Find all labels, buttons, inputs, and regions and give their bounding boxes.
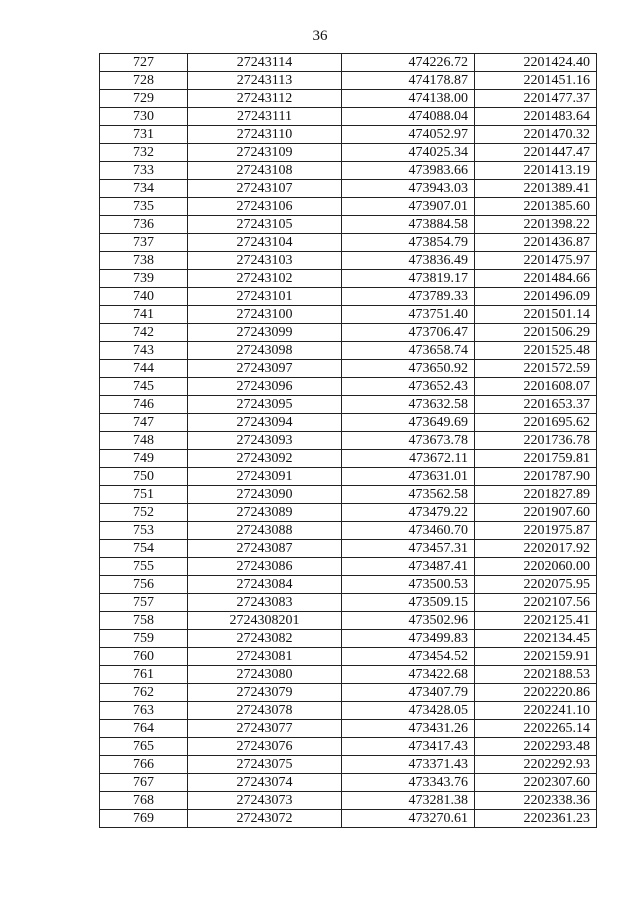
point-code-cell: 27243080 [188, 666, 342, 684]
y-coordinate-cell: 2202159.91 [475, 648, 597, 666]
x-coordinate-cell: 473658.74 [342, 342, 475, 360]
x-coordinate-cell: 474138.00 [342, 90, 475, 108]
point-code-cell: 27243091 [188, 468, 342, 486]
page-number: 36 [312, 28, 328, 44]
row-number-cell: 734 [100, 180, 188, 198]
x-coordinate-cell: 473751.40 [342, 306, 475, 324]
table-row [100, 756, 597, 774]
y-coordinate-cell: 2201483.64 [475, 108, 597, 126]
point-code-cell: 27243110 [188, 126, 342, 144]
x-coordinate-cell: 473943.03 [342, 180, 475, 198]
point-code-cell: 27243113 [188, 72, 342, 90]
y-coordinate-cell: 2201759.81 [475, 450, 597, 468]
point-code-cell: 2724308201 [188, 612, 342, 630]
table-row [100, 720, 597, 738]
y-coordinate-cell: 2201451.16 [475, 72, 597, 90]
x-coordinate-cell: 473836.49 [342, 252, 475, 270]
x-coordinate-cell: 474088.04 [342, 108, 475, 126]
row-number-cell: 767 [100, 774, 188, 792]
row-number-cell: 762 [100, 684, 188, 702]
table-row [100, 432, 597, 450]
x-coordinate-cell: 473407.79 [342, 684, 475, 702]
row-number-cell: 733 [100, 162, 188, 180]
row-number-cell: 749 [100, 450, 188, 468]
point-code-cell: 27243078 [188, 702, 342, 720]
table-row [100, 594, 597, 612]
row-number-cell: 730 [100, 108, 188, 126]
point-code-cell: 27243072 [188, 810, 342, 828]
point-code-cell: 27243109 [188, 144, 342, 162]
point-code-cell: 27243077 [188, 720, 342, 738]
x-coordinate-cell: 473428.05 [342, 702, 475, 720]
table-row [100, 108, 597, 126]
row-number-cell: 746 [100, 396, 188, 414]
x-coordinate-cell: 474178.87 [342, 72, 475, 90]
point-code-cell: 27243089 [188, 504, 342, 522]
x-coordinate-cell: 473457.31 [342, 540, 475, 558]
y-coordinate-cell: 2201385.60 [475, 198, 597, 216]
x-coordinate-cell: 473502.96 [342, 612, 475, 630]
table-row [100, 630, 597, 648]
y-coordinate-cell: 2202307.60 [475, 774, 597, 792]
table-row [100, 810, 597, 828]
table-row [100, 270, 597, 288]
row-number-cell: 753 [100, 522, 188, 540]
point-code-cell: 27243087 [188, 540, 342, 558]
point-code-cell: 27243102 [188, 270, 342, 288]
row-number-cell: 752 [100, 504, 188, 522]
row-number-cell: 763 [100, 702, 188, 720]
point-code-cell: 27243093 [188, 432, 342, 450]
table-row [100, 396, 597, 414]
y-coordinate-cell: 2201470.32 [475, 126, 597, 144]
table-row [100, 522, 597, 540]
table-row [100, 702, 597, 720]
y-coordinate-cell: 2201501.14 [475, 306, 597, 324]
x-coordinate-cell: 473500.53 [342, 576, 475, 594]
point-code-cell: 27243095 [188, 396, 342, 414]
y-coordinate-cell: 2202188.53 [475, 666, 597, 684]
x-coordinate-cell: 474052.97 [342, 126, 475, 144]
table-row [100, 198, 597, 216]
x-coordinate-cell: 473499.83 [342, 630, 475, 648]
y-coordinate-cell: 2201413.19 [475, 162, 597, 180]
point-code-cell: 27243073 [188, 792, 342, 810]
table-row [100, 306, 597, 324]
x-coordinate-cell: 474025.34 [342, 144, 475, 162]
y-coordinate-cell: 2201827.89 [475, 486, 597, 504]
table-row [100, 648, 597, 666]
table-row [100, 342, 597, 360]
row-number-cell: 754 [100, 540, 188, 558]
row-number-cell: 750 [100, 468, 188, 486]
table-row [100, 288, 597, 306]
table-row [100, 558, 597, 576]
table-row [100, 360, 597, 378]
y-coordinate-cell: 2201389.41 [475, 180, 597, 198]
table-row [100, 666, 597, 684]
point-code-cell: 27243090 [188, 486, 342, 504]
row-number-cell: 760 [100, 648, 188, 666]
row-number-cell: 732 [100, 144, 188, 162]
y-coordinate-cell: 2201608.07 [475, 378, 597, 396]
table-row [100, 144, 597, 162]
table-row [100, 576, 597, 594]
row-number-cell: 727 [100, 54, 188, 72]
table-row [100, 612, 597, 630]
y-coordinate-cell: 2202017.92 [475, 540, 597, 558]
y-coordinate-cell: 2202060.00 [475, 558, 597, 576]
y-coordinate-cell: 2202125.41 [475, 612, 597, 630]
table-row [100, 216, 597, 234]
x-coordinate-cell: 473819.17 [342, 270, 475, 288]
row-number-cell: 758 [100, 612, 188, 630]
y-coordinate-cell: 2202293.48 [475, 738, 597, 756]
y-coordinate-cell: 2201506.29 [475, 324, 597, 342]
x-coordinate-cell: 473884.58 [342, 216, 475, 234]
x-coordinate-cell: 473479.22 [342, 504, 475, 522]
coordinates-table-body [100, 54, 597, 828]
x-coordinate-cell: 473672.11 [342, 450, 475, 468]
table-row [100, 486, 597, 504]
table-row [100, 468, 597, 486]
row-number-cell: 735 [100, 198, 188, 216]
y-coordinate-cell: 2201496.09 [475, 288, 597, 306]
row-number-cell: 766 [100, 756, 188, 774]
row-number-cell: 742 [100, 324, 188, 342]
y-coordinate-cell: 2201475.97 [475, 252, 597, 270]
x-coordinate-cell: 473281.38 [342, 792, 475, 810]
row-number-cell: 757 [100, 594, 188, 612]
row-number-cell: 738 [100, 252, 188, 270]
point-code-cell: 27243081 [188, 648, 342, 666]
point-code-cell: 27243088 [188, 522, 342, 540]
y-coordinate-cell: 2201653.37 [475, 396, 597, 414]
point-code-cell: 27243107 [188, 180, 342, 198]
y-coordinate-cell: 2201436.87 [475, 234, 597, 252]
y-coordinate-cell: 2202265.14 [475, 720, 597, 738]
x-coordinate-cell: 473270.61 [342, 810, 475, 828]
y-coordinate-cell: 2202338.36 [475, 792, 597, 810]
point-code-cell: 27243076 [188, 738, 342, 756]
y-coordinate-cell: 2201907.60 [475, 504, 597, 522]
row-number-cell: 768 [100, 792, 188, 810]
point-code-cell: 27243092 [188, 450, 342, 468]
x-coordinate-cell: 473706.47 [342, 324, 475, 342]
x-coordinate-cell: 473562.58 [342, 486, 475, 504]
point-code-cell: 27243100 [188, 306, 342, 324]
point-code-cell: 27243096 [188, 378, 342, 396]
row-number-cell: 761 [100, 666, 188, 684]
row-number-cell: 740 [100, 288, 188, 306]
y-coordinate-cell: 2202361.23 [475, 810, 597, 828]
x-coordinate-cell: 473631.01 [342, 468, 475, 486]
row-number-cell: 745 [100, 378, 188, 396]
x-coordinate-cell: 473454.52 [342, 648, 475, 666]
x-coordinate-cell: 473789.33 [342, 288, 475, 306]
x-coordinate-cell: 473673.78 [342, 432, 475, 450]
x-coordinate-cell: 473652.43 [342, 378, 475, 396]
row-number-cell: 748 [100, 432, 188, 450]
point-code-cell: 27243082 [188, 630, 342, 648]
y-coordinate-cell: 2202134.45 [475, 630, 597, 648]
y-coordinate-cell: 2201477.37 [475, 90, 597, 108]
row-number-cell: 736 [100, 216, 188, 234]
table-row [100, 792, 597, 810]
y-coordinate-cell: 2201484.66 [475, 270, 597, 288]
x-coordinate-cell: 473983.66 [342, 162, 475, 180]
point-code-cell: 27243084 [188, 576, 342, 594]
x-coordinate-cell: 473854.79 [342, 234, 475, 252]
table-row [100, 774, 597, 792]
x-coordinate-cell: 473417.43 [342, 738, 475, 756]
row-number-cell: 729 [100, 90, 188, 108]
x-coordinate-cell: 473907.01 [342, 198, 475, 216]
point-code-cell: 27243098 [188, 342, 342, 360]
y-coordinate-cell: 2202220.86 [475, 684, 597, 702]
point-code-cell: 27243114 [188, 54, 342, 72]
x-coordinate-cell: 473422.68 [342, 666, 475, 684]
y-coordinate-cell: 2201975.87 [475, 522, 597, 540]
table-row [100, 90, 597, 108]
y-coordinate-cell: 2201525.48 [475, 342, 597, 360]
point-code-cell: 27243099 [188, 324, 342, 342]
table-row [100, 72, 597, 90]
point-code-cell: 27243103 [188, 252, 342, 270]
y-coordinate-cell: 2202241.10 [475, 702, 597, 720]
y-coordinate-cell: 2201398.22 [475, 216, 597, 234]
table-row [100, 378, 597, 396]
table-row [100, 234, 597, 252]
point-code-cell: 27243108 [188, 162, 342, 180]
table-row [100, 540, 597, 558]
row-number-cell: 728 [100, 72, 188, 90]
point-code-cell: 27243094 [188, 414, 342, 432]
table-row [100, 324, 597, 342]
x-coordinate-cell: 473460.70 [342, 522, 475, 540]
point-code-cell: 27243104 [188, 234, 342, 252]
row-number-cell: 744 [100, 360, 188, 378]
row-number-cell: 731 [100, 126, 188, 144]
point-code-cell: 27243097 [188, 360, 342, 378]
table-row [100, 252, 597, 270]
y-coordinate-cell: 2201572.59 [475, 360, 597, 378]
x-coordinate-cell: 473431.26 [342, 720, 475, 738]
point-code-cell: 27243105 [188, 216, 342, 234]
x-coordinate-cell: 473649.69 [342, 414, 475, 432]
row-number-cell: 747 [100, 414, 188, 432]
table-row [100, 504, 597, 522]
row-number-cell: 739 [100, 270, 188, 288]
x-coordinate-cell: 473632.58 [342, 396, 475, 414]
row-number-cell: 737 [100, 234, 188, 252]
row-number-cell: 755 [100, 558, 188, 576]
coordinates-table [99, 53, 597, 828]
x-coordinate-cell: 473650.92 [342, 360, 475, 378]
point-code-cell: 27243112 [188, 90, 342, 108]
x-coordinate-cell: 473509.15 [342, 594, 475, 612]
table-row [100, 450, 597, 468]
row-number-cell: 769 [100, 810, 188, 828]
x-coordinate-cell: 473487.41 [342, 558, 475, 576]
point-code-cell: 27243106 [188, 198, 342, 216]
row-number-cell: 756 [100, 576, 188, 594]
y-coordinate-cell: 2201424.40 [475, 54, 597, 72]
table-row [100, 162, 597, 180]
x-coordinate-cell: 474226.72 [342, 54, 475, 72]
point-code-cell: 27243111 [188, 108, 342, 126]
table-row [100, 414, 597, 432]
point-code-cell: 27243074 [188, 774, 342, 792]
y-coordinate-cell: 2201447.47 [475, 144, 597, 162]
row-number-cell: 743 [100, 342, 188, 360]
point-code-cell: 27243101 [188, 288, 342, 306]
y-coordinate-cell: 2201736.78 [475, 432, 597, 450]
table-row [100, 684, 597, 702]
y-coordinate-cell: 2202292.93 [475, 756, 597, 774]
x-coordinate-cell: 473371.43 [342, 756, 475, 774]
row-number-cell: 765 [100, 738, 188, 756]
table-row [100, 54, 597, 72]
point-code-cell: 27243086 [188, 558, 342, 576]
y-coordinate-cell: 2201787.90 [475, 468, 597, 486]
point-code-cell: 27243079 [188, 684, 342, 702]
table-row [100, 738, 597, 756]
row-number-cell: 751 [100, 486, 188, 504]
table-row [100, 126, 597, 144]
y-coordinate-cell: 2201695.62 [475, 414, 597, 432]
point-code-cell: 27243075 [188, 756, 342, 774]
point-code-cell: 27243083 [188, 594, 342, 612]
table-row [100, 180, 597, 198]
y-coordinate-cell: 2202107.56 [475, 594, 597, 612]
row-number-cell: 741 [100, 306, 188, 324]
row-number-cell: 764 [100, 720, 188, 738]
row-number-cell: 759 [100, 630, 188, 648]
x-coordinate-cell: 473343.76 [342, 774, 475, 792]
y-coordinate-cell: 2202075.95 [475, 576, 597, 594]
